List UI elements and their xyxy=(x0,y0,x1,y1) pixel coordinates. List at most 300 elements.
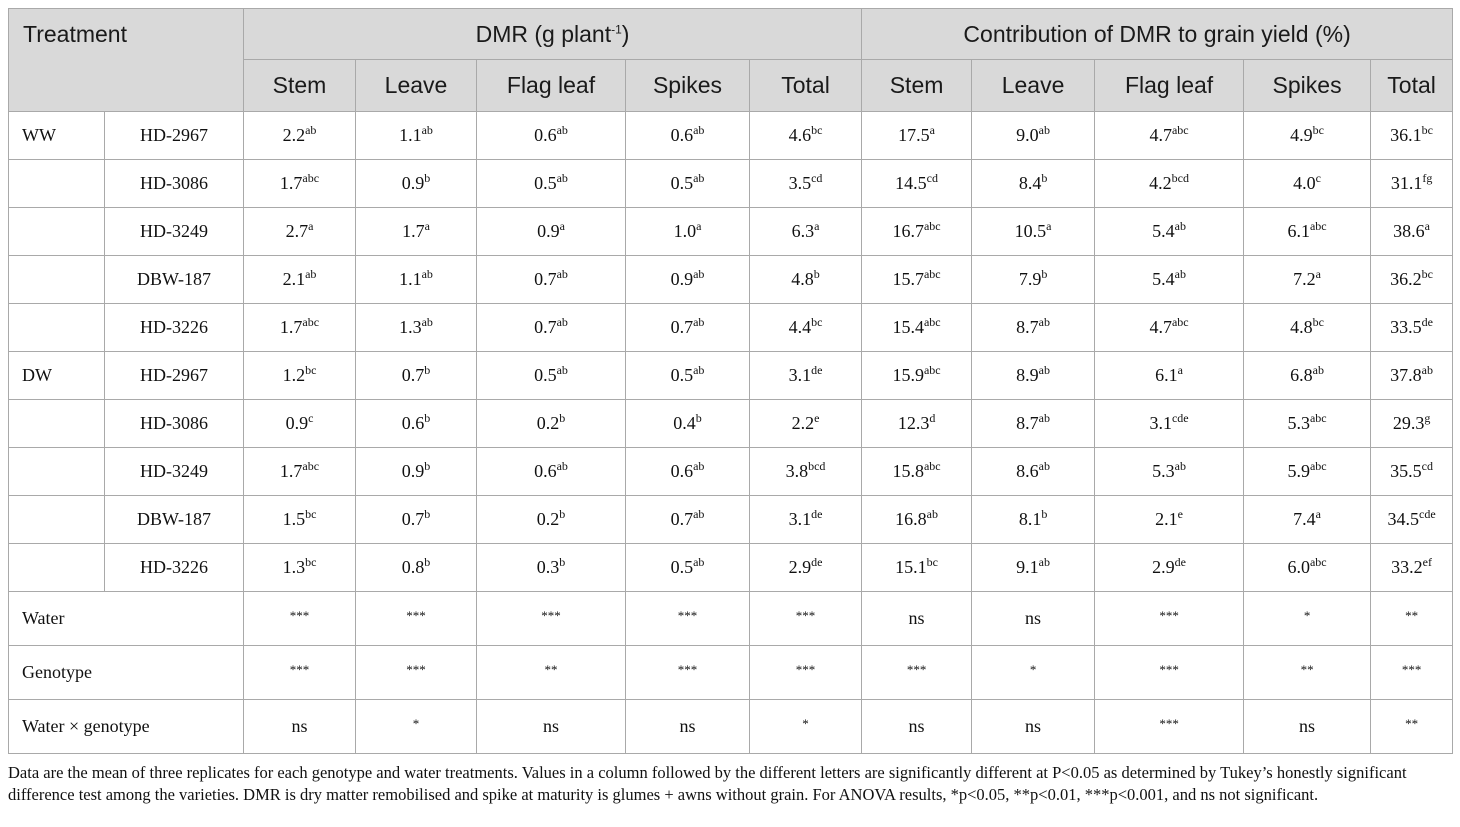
cell-value: 35.5 xyxy=(1390,461,1422,481)
significance-letters: ef xyxy=(1422,555,1432,569)
significance-letters: de xyxy=(811,555,823,569)
significance-letters: ab xyxy=(693,123,705,137)
treatment-cell xyxy=(9,256,105,304)
cell-value: 3.5 xyxy=(788,173,812,193)
anova-cell: *** xyxy=(1095,646,1244,700)
cell-value: 9.1 xyxy=(1016,557,1039,577)
value-cell xyxy=(1244,160,1371,208)
anova-cell: * xyxy=(356,700,477,754)
cell-value: 2.2 xyxy=(282,125,306,145)
treatment-cell xyxy=(9,544,105,592)
value-cell xyxy=(1095,304,1244,352)
value-cell xyxy=(626,208,750,256)
value-cell xyxy=(862,256,972,304)
anova-cell: *** xyxy=(1095,700,1244,754)
genotype-cell: HD-3086 xyxy=(105,160,244,208)
significance-letters: b xyxy=(1041,507,1048,521)
significance-letters: ab xyxy=(693,363,705,377)
cell-value: 37.8 xyxy=(1390,365,1422,385)
significance-letters: b xyxy=(813,267,820,281)
significance-letters: ab xyxy=(556,267,568,281)
value-cell xyxy=(477,304,626,352)
value-cell xyxy=(1244,400,1371,448)
significance-letters: cd xyxy=(1421,459,1433,473)
significance-letters: bc xyxy=(811,315,823,329)
cell-value: 0.5 xyxy=(670,365,694,385)
cell-value: 14.5 xyxy=(895,173,927,193)
significance-letters: abc xyxy=(302,459,320,473)
anova-cell: ** xyxy=(1371,700,1453,754)
value-cell xyxy=(972,160,1095,208)
table-row xyxy=(9,400,1453,448)
cell-value: 1.3 xyxy=(399,317,422,337)
cell-value: 38.6 xyxy=(1393,221,1425,241)
value-cell xyxy=(244,256,356,304)
cell-value: 4.4 xyxy=(788,317,812,337)
dmr-group-label: DMR (g plant xyxy=(475,20,612,47)
cell-value: 0.6 xyxy=(670,125,694,145)
value-cell xyxy=(750,448,862,496)
anova-row xyxy=(9,700,1453,754)
value-cell xyxy=(1095,544,1244,592)
significance-letters: ab xyxy=(1174,267,1186,281)
cell-value: 8.1 xyxy=(1018,509,1042,529)
cell-value: 1.5 xyxy=(282,509,306,529)
anova-cell: *** xyxy=(1371,646,1453,700)
value-cell xyxy=(626,304,750,352)
value-cell xyxy=(356,256,477,304)
significance-letters: ab xyxy=(1038,411,1050,425)
anova-label: Water xyxy=(9,592,244,646)
anova-cell: ns xyxy=(477,700,626,754)
value-cell xyxy=(1371,448,1453,496)
significance-letters: abc xyxy=(1171,123,1189,137)
table-row xyxy=(9,448,1453,496)
significance-letters: a xyxy=(559,219,565,233)
cell-value: 0.2 xyxy=(536,509,560,529)
cell-value: 4.7 xyxy=(1149,317,1172,337)
anova-cell: ns xyxy=(626,700,750,754)
cell-value: 4.8 xyxy=(791,269,814,289)
cell-value: 0.5 xyxy=(670,557,694,577)
value-cell xyxy=(1244,352,1371,400)
value-cell xyxy=(1095,160,1244,208)
cell-value: 2.9 xyxy=(788,557,812,577)
table-row xyxy=(9,496,1453,544)
significance-letters: b xyxy=(1041,267,1048,281)
value-cell xyxy=(750,304,862,352)
value-cell xyxy=(862,304,972,352)
cell-value: 1.1 xyxy=(399,125,422,145)
significance-letters: b xyxy=(559,411,566,425)
value-cell xyxy=(1371,400,1453,448)
significance-letters: abc xyxy=(1309,459,1327,473)
column-header: Leave xyxy=(356,60,477,112)
value-cell xyxy=(862,160,972,208)
cell-value: 16.7 xyxy=(892,221,924,241)
value-cell xyxy=(972,208,1095,256)
value-cell xyxy=(750,256,862,304)
significance-letters: a xyxy=(424,219,430,233)
cell-value: 6.3 xyxy=(791,221,815,241)
cell-value: 29.3 xyxy=(1392,413,1425,433)
value-cell xyxy=(356,400,477,448)
cell-value: 0.9 xyxy=(285,413,309,433)
significance-letters: bc xyxy=(1312,315,1324,329)
value-cell xyxy=(750,544,862,592)
column-header: Spikes xyxy=(626,60,750,112)
value-cell xyxy=(356,304,477,352)
significance-letters: de xyxy=(811,363,823,377)
anova-cell: *** xyxy=(244,592,356,646)
cell-value: 0.7 xyxy=(670,509,694,529)
significance-letters: ab xyxy=(421,315,433,329)
table-row xyxy=(9,304,1453,352)
significance-letters: abc xyxy=(1309,219,1327,233)
value-cell xyxy=(862,544,972,592)
significance-letters: g xyxy=(1424,411,1431,425)
value-cell xyxy=(626,160,750,208)
significance-letters: cd xyxy=(811,171,823,185)
dmr-group-sup: -1 xyxy=(611,21,622,36)
cell-value: 8.7 xyxy=(1016,317,1039,337)
treatment-cell xyxy=(9,160,105,208)
value-cell xyxy=(972,304,1095,352)
cell-value: 5.3 xyxy=(1152,461,1175,481)
significance-letters: abc xyxy=(923,459,941,473)
anova-cell: ns xyxy=(244,700,356,754)
cell-value: 3.1 xyxy=(1149,413,1172,433)
cell-value: 12.3 xyxy=(897,413,930,433)
anova-label: Water × genotype xyxy=(9,700,244,754)
significance-letters: ab xyxy=(305,123,317,137)
value-cell xyxy=(244,496,356,544)
value-cell xyxy=(862,496,972,544)
significance-letters: ab xyxy=(1174,219,1186,233)
significance-letters: a xyxy=(1046,219,1052,233)
cell-value: 6.1 xyxy=(1287,221,1310,241)
genotype-cell: HD-3249 xyxy=(105,448,244,496)
value-cell xyxy=(477,544,626,592)
value-cell xyxy=(1371,352,1453,400)
significance-letters: bc xyxy=(1421,123,1433,137)
value-cell xyxy=(862,400,972,448)
anova-row xyxy=(9,646,1453,700)
anova-cell: ** xyxy=(1371,592,1453,646)
anova-cell: *** xyxy=(626,592,750,646)
significance-letters: c xyxy=(1315,171,1321,185)
significance-letters: ab xyxy=(1038,315,1050,329)
significance-letters: bc xyxy=(305,363,317,377)
cell-value: 5.4 xyxy=(1152,269,1175,289)
significance-letters: b xyxy=(559,555,566,569)
value-cell xyxy=(356,544,477,592)
anova-cell: ns xyxy=(862,592,972,646)
table-body xyxy=(9,112,1453,754)
dmr-group-close: ) xyxy=(621,20,630,47)
cell-value: 8.7 xyxy=(1016,413,1039,433)
significance-letters: abc xyxy=(1309,411,1327,425)
genotype-cell: HD-3086 xyxy=(105,400,244,448)
cell-value: 5.9 xyxy=(1287,461,1310,481)
anova-cell: ns xyxy=(972,592,1095,646)
cell-value: 1.7 xyxy=(279,461,303,481)
cell-value: 0.4 xyxy=(673,413,696,433)
contribution-group-header: Contribution of DMR to grain yield (%) xyxy=(862,9,1453,60)
significance-letters: ab xyxy=(556,459,568,473)
table-row xyxy=(9,208,1453,256)
treatment-cell xyxy=(9,496,105,544)
value-cell xyxy=(356,352,477,400)
significance-letters: b xyxy=(424,363,431,377)
significance-letters: a xyxy=(1315,507,1321,521)
cell-value: 4.8 xyxy=(1290,317,1313,337)
data-table xyxy=(8,8,1453,754)
value-cell xyxy=(750,208,862,256)
cell-value: 36.2 xyxy=(1390,269,1422,289)
cell-value: 31.1 xyxy=(1390,173,1423,193)
cell-value: 0.6 xyxy=(534,461,557,481)
significance-letters: a xyxy=(1177,363,1183,377)
significance-letters: ab xyxy=(556,171,568,185)
cell-value: 1.0 xyxy=(673,221,697,241)
cell-value: 3.1 xyxy=(788,509,812,529)
table-footnote: Data are the mean of three replicates for each genotype and water treatments. Values in a column followed by the different letters are significantly different at P<0.05 as determined by Tukey’s honestly significant difference test among the varieties. DMR is dry matter remobilised and spike at maturity is glumes + awns without grain. For ANOVA results, *p<0.05, **p<0.01, ***p<0.001, and ns not significant. xyxy=(8,763,1407,804)
significance-letters: ab xyxy=(1174,459,1186,473)
value-cell xyxy=(1371,496,1453,544)
value-cell xyxy=(626,112,750,160)
cell-value: 8.4 xyxy=(1018,173,1042,193)
value-cell xyxy=(1095,208,1244,256)
value-cell xyxy=(862,208,972,256)
anova-cell: * xyxy=(750,700,862,754)
significance-letters: bc xyxy=(305,555,317,569)
significance-letters: ab xyxy=(305,267,317,281)
anova-cell: ** xyxy=(477,646,626,700)
column-header: Spikes xyxy=(1244,60,1371,112)
cell-value: 5.4 xyxy=(1152,221,1175,241)
value-cell xyxy=(972,448,1095,496)
cell-value: 4.9 xyxy=(1290,125,1313,145)
value-cell xyxy=(750,112,862,160)
column-header: Flag leaf xyxy=(477,60,626,112)
significance-letters: de xyxy=(1421,315,1433,329)
value-cell xyxy=(1095,256,1244,304)
value-cell xyxy=(477,160,626,208)
cell-value: 5.3 xyxy=(1287,413,1310,433)
cell-value: 2.9 xyxy=(1152,557,1175,577)
treatment-header: Treatment xyxy=(9,9,244,112)
cell-value: 1.2 xyxy=(282,365,306,385)
significance-letters: b xyxy=(424,411,431,425)
value-cell xyxy=(356,496,477,544)
cell-value: 36.1 xyxy=(1390,125,1422,145)
anova-cell: *** xyxy=(356,592,477,646)
cell-value: 0.5 xyxy=(534,365,557,385)
cell-value: 16.8 xyxy=(895,509,927,529)
significance-letters: ab xyxy=(421,267,433,281)
significance-letters: cde xyxy=(1171,411,1189,425)
value-cell xyxy=(1244,448,1371,496)
treatment-cell: DW xyxy=(9,352,105,400)
significance-letters: b xyxy=(695,411,702,425)
value-cell xyxy=(477,112,626,160)
column-header: Stem xyxy=(244,60,356,112)
cell-value: 7.4 xyxy=(1293,509,1316,529)
anova-cell: *** xyxy=(862,646,972,700)
cell-value: 1.3 xyxy=(282,557,306,577)
cell-value: 17.5 xyxy=(898,125,930,145)
value-cell xyxy=(626,400,750,448)
significance-letters: cd xyxy=(926,171,938,185)
significance-letters: e xyxy=(814,411,820,425)
significance-letters: b xyxy=(424,507,431,521)
value-cell xyxy=(477,256,626,304)
significance-letters: de xyxy=(1174,555,1186,569)
cell-value: 6.0 xyxy=(1287,557,1310,577)
anova-cell: *** xyxy=(750,646,862,700)
genotype-cell: HD-3226 xyxy=(105,544,244,592)
table-row xyxy=(9,112,1453,160)
value-cell xyxy=(1095,400,1244,448)
significance-letters: ab xyxy=(1312,363,1324,377)
significance-letters: ab xyxy=(1038,555,1050,569)
significance-letters: bc xyxy=(1421,267,1433,281)
value-cell xyxy=(1244,112,1371,160)
genotype-cell: HD-3226 xyxy=(105,304,244,352)
value-cell xyxy=(244,544,356,592)
significance-letters: ab xyxy=(693,555,705,569)
cell-value: 6.8 xyxy=(1290,365,1313,385)
anova-cell: *** xyxy=(626,646,750,700)
significance-letters: abc xyxy=(302,171,320,185)
cell-value: 3.8 xyxy=(785,461,809,481)
value-cell xyxy=(972,496,1095,544)
value-cell xyxy=(972,544,1095,592)
significance-letters: abc xyxy=(923,315,941,329)
significance-letters: ab xyxy=(1038,363,1050,377)
value-cell xyxy=(1371,112,1453,160)
cell-value: 34.5 xyxy=(1387,509,1419,529)
anova-cell: *** xyxy=(244,646,356,700)
header-row-1 xyxy=(9,9,1453,60)
anova-cell: ns xyxy=(1244,700,1371,754)
significance-letters: ab xyxy=(1038,123,1050,137)
significance-letters: abc xyxy=(923,267,941,281)
value-cell xyxy=(1244,496,1371,544)
treatment-cell xyxy=(9,448,105,496)
value-cell xyxy=(244,304,356,352)
anova-cell: ** xyxy=(1244,646,1371,700)
significance-letters: b xyxy=(559,507,566,521)
cell-value: 1.7 xyxy=(279,317,303,337)
value-cell xyxy=(626,448,750,496)
value-cell xyxy=(1371,208,1453,256)
significance-letters: ab xyxy=(556,315,568,329)
significance-letters: bcd xyxy=(808,459,826,473)
cell-value: 8.6 xyxy=(1016,461,1039,481)
cell-value: 1.7 xyxy=(402,221,425,241)
cell-value: 0.9 xyxy=(401,461,425,481)
column-header: Leave xyxy=(972,60,1095,112)
cell-value: 2.2 xyxy=(791,413,815,433)
table-row xyxy=(9,352,1453,400)
significance-letters: a xyxy=(929,123,935,137)
cell-value: 0.8 xyxy=(401,557,425,577)
cell-value: 2.7 xyxy=(285,221,309,241)
value-cell xyxy=(244,112,356,160)
significance-letters: abc xyxy=(1171,315,1189,329)
value-cell xyxy=(477,400,626,448)
cell-value: 0.7 xyxy=(534,317,557,337)
column-header: Total xyxy=(1371,60,1453,112)
value-cell xyxy=(626,352,750,400)
cell-value: 15.8 xyxy=(892,461,924,481)
genotype-cell: DBW-187 xyxy=(105,256,244,304)
significance-letters: ab xyxy=(1421,363,1433,377)
cell-value: 4.6 xyxy=(788,125,812,145)
value-cell xyxy=(1095,352,1244,400)
value-cell xyxy=(477,352,626,400)
cell-value: 33.5 xyxy=(1390,317,1422,337)
value-cell xyxy=(1371,544,1453,592)
value-cell xyxy=(356,112,477,160)
cell-value: 7.2 xyxy=(1293,269,1316,289)
value-cell xyxy=(972,352,1095,400)
significance-letters: ab xyxy=(556,363,568,377)
significance-letters: ab xyxy=(926,507,938,521)
value-cell xyxy=(356,208,477,256)
significance-letters: a xyxy=(696,219,702,233)
cell-value: 0.6 xyxy=(401,413,425,433)
treatment-cell xyxy=(9,400,105,448)
anova-cell: * xyxy=(972,646,1095,700)
significance-letters: b xyxy=(424,555,431,569)
cell-value: 15.9 xyxy=(892,365,924,385)
cell-value: 15.1 xyxy=(895,557,927,577)
significance-letters: ab xyxy=(693,459,705,473)
value-cell xyxy=(626,256,750,304)
anova-cell: *** xyxy=(356,646,477,700)
anova-row xyxy=(9,592,1453,646)
cell-value: 0.2 xyxy=(536,413,560,433)
value-cell xyxy=(1095,112,1244,160)
value-cell xyxy=(1095,496,1244,544)
cell-value: 3.1 xyxy=(788,365,812,385)
significance-letters: ab xyxy=(556,123,568,137)
significance-letters: bc xyxy=(811,123,823,137)
cell-value: 0.6 xyxy=(534,125,557,145)
significance-letters: b xyxy=(1041,171,1048,185)
value-cell xyxy=(972,400,1095,448)
significance-letters: ab xyxy=(693,507,705,521)
value-cell xyxy=(750,496,862,544)
value-cell xyxy=(1095,448,1244,496)
treatment-cell: WW xyxy=(9,112,105,160)
cell-value: 7.9 xyxy=(1018,269,1042,289)
value-cell xyxy=(1244,544,1371,592)
significance-letters: a xyxy=(1424,219,1430,233)
significance-letters: b xyxy=(424,459,431,473)
significance-letters: cde xyxy=(1419,507,1436,521)
value-cell xyxy=(862,112,972,160)
value-cell xyxy=(1371,304,1453,352)
value-cell xyxy=(750,352,862,400)
anova-cell: * xyxy=(1244,592,1371,646)
significance-letters: a xyxy=(308,219,314,233)
significance-letters: abc xyxy=(923,363,941,377)
cell-value: 0.9 xyxy=(537,221,560,241)
